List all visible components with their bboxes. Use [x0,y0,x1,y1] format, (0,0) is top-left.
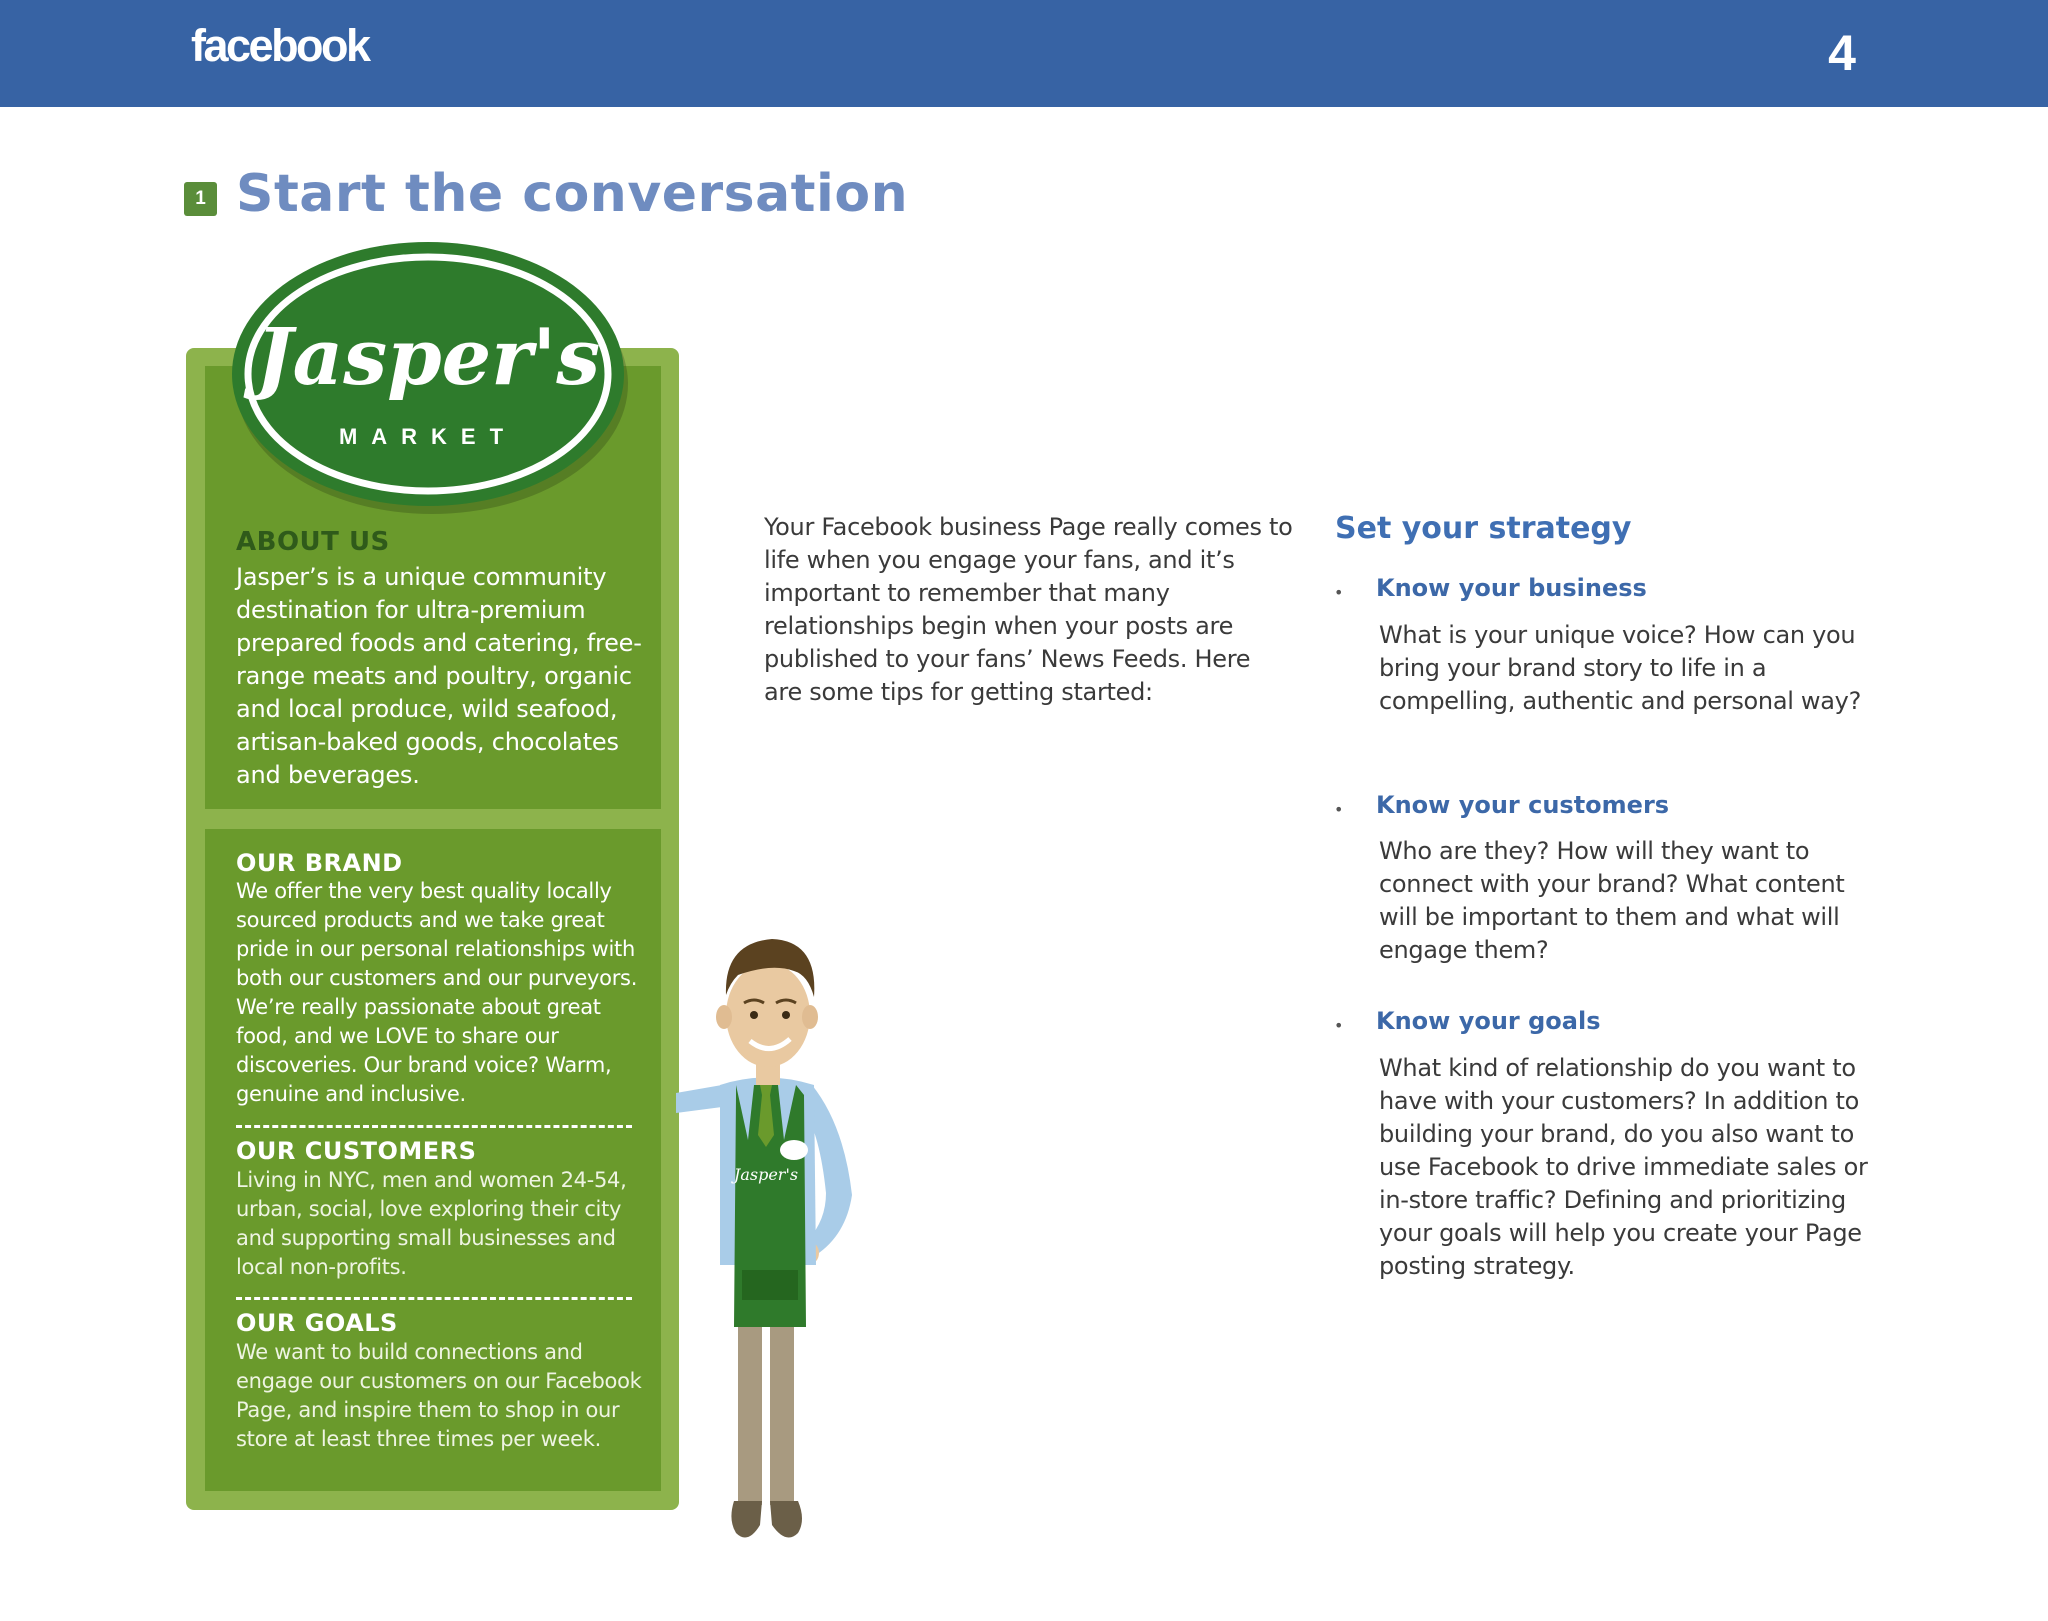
shopkeeper-illustration [676,935,866,1545]
step-badge: 1 [184,182,217,216]
tip-heading-customers: Know your customers [1376,791,1670,819]
about-heading: ABOUT US [236,527,390,557]
strategy-title: Set your strategy [1335,511,1632,546]
tip-heading-goals: Know your goals [1376,1007,1601,1035]
tip-body-customers: Who are they? How will they want to connect with your brand? What content will be important to them and what will engage them? [1379,837,1845,964]
brand-heading: OUR BRAND [236,849,403,877]
intro-paragraph: Your Facebook business Page really comes to life when you engage your fans, and it’s important to remember that many relationships begin when your posts are published to your fans’ News Feeds. Here are some tips for getting started: [764,513,1293,706]
goals-heading: OUR GOALS [236,1309,398,1337]
about-body: Jasper’s is a unique community destination for ultra-premium prepared foods and catering, free-range meats and poultry, organic and local produce, wild seafood, artisan-baked goods, chocolates and beverages. [236,563,642,789]
logo-subtitle: MARKET [338,424,518,449]
page-title: Start the conversation [236,164,909,224]
tip-heading-business: Know your business [1376,574,1647,602]
dashed-divider [236,1125,632,1128]
facebook-logo: facebook [191,20,369,71]
tip-body-goals: What kind of relationship do you want to have with your customers? In addition to building your brand, do you also want to use Facebook to drive immediate sales or in-store traffic? Defining and prioritizing your goals will help you create your Page posting strategy. [1379,1054,1868,1280]
dashed-divider [236,1297,632,1300]
bullet-dot: • [1334,800,1344,819]
jaspers-market-logo [230,234,634,524]
customers-body: Living in NYC, men and women 24-54, urban, social, love exploring their city and supporting small businesses and local non-profits. [236,1168,627,1279]
logo-wordmark: Jasper's [255,312,601,403]
goals-body: We want to build connections and engage our customers on our Facebook Page, and inspire them to shop in our store at least three times per week. [236,1340,642,1451]
bullet-dot: • [1334,1016,1344,1035]
tip-body-business: What is your unique voice? How can you bring your brand story to life in a compelling, authentic and personal way? [1379,621,1862,715]
brand-body: We offer the very best quality locally sourced products and we take great pride in our personal relationships with both our customers and our purveyors. We’re really passionate about great food, and we LOVE to share our discoveries. Our brand voice? Warm, genuine and inclusive. [236,879,638,1106]
apron-logo-text: Jasper's [733,1165,799,1184]
page-number: 4 [1828,25,1856,81]
customers-heading: OUR CUSTOMERS [236,1137,477,1165]
top-bar [0,0,2048,107]
bullet-dot: • [1334,583,1344,602]
